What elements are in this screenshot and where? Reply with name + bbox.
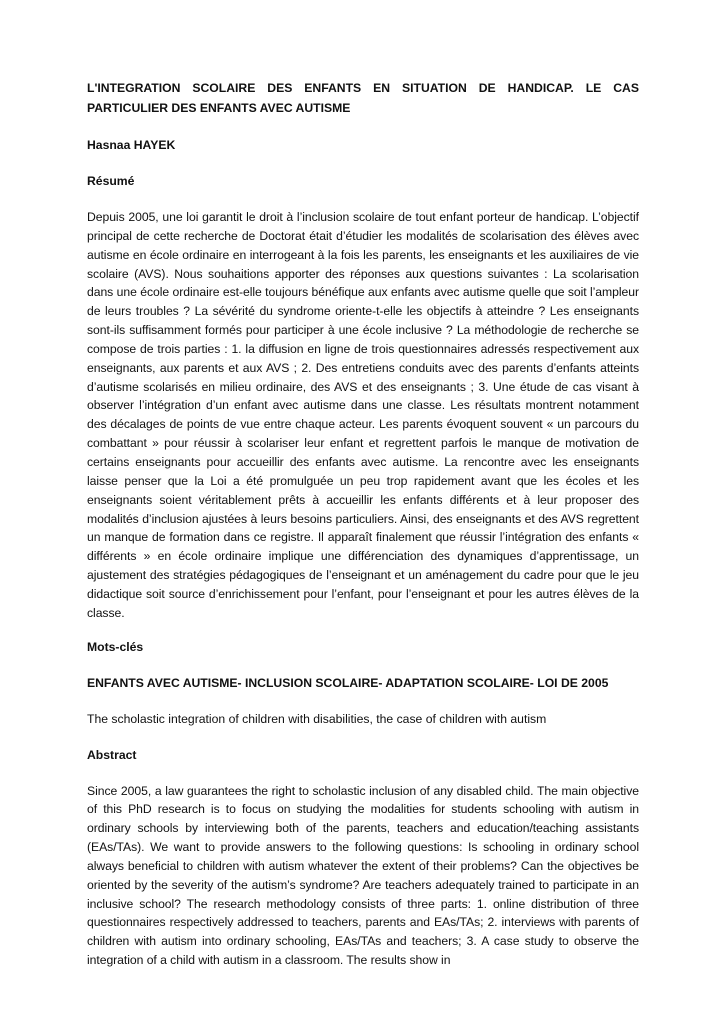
english-title: The scholastic integration of children with disabilities, the case of children with autism <box>87 711 547 726</box>
keywords-heading: Mots-clés <box>87 639 144 654</box>
author-name: Hasnaa HAYEK <box>87 138 176 152</box>
keywords-list: ENFANTS AVEC AUTISME- INCLUSION SCOLAIRE- ADAPTATION SCOLAIRE- LOI DE 2005 <box>87 675 609 690</box>
abstract-heading: Abstract <box>87 747 137 762</box>
resume-heading: Résumé <box>87 174 135 188</box>
resume-paragraph: Depuis 2005, une loi garantit le droit à l’inclusion scolaire de tout enfant porteur de handicap. L’objectif principal de cette recherche de Doctorat était d’étudier les modalités de scolarisation des élèves avec autisme en école ordinaire en interrogeant à la fois les parents, les enseignants et les auxiliaires de vie scolaire (AVS). Nous souhaitions apporter des réponses aux questions suivantes : La scolarisation dans une école ordinaire est-elle toujours bénéfique aux enfants avec autisme quelle que soit l’ampleur de leurs troubles ? La sévérité du syndrome oriente-t-elle les objectifs à atteindre ? Les enseignants sont-ils suffisamment formés pour participer à une école inclusive ? La méthodologie de recherche se compose de trois parties : 1. la diffusion en ligne de trois questionnaires adressés respectivement aux enseignants, aux parents et aux AVS ; 2. Des entretiens conduits avec des parents d’enfants atteints d’autisme scolarisés en milieu ordinaire, des AVS et des enseignants ; 3. Une étude de cas visant à observer l’intégration d’un enfant avec autisme dans une classe. Les résultats montrent notamment des décalages de points de vue entre chaque acteur. Les parents évoquent souvent « un parcours du combattant » pour réussir à scolariser leur enfant et regrettent parfois le manque de motivation de certains enseignants pour accueillir des enfants avec autisme. La rencontre avec les enseignants laisse penser que la Loi a été promulguée un peu trop rapidement avant que les écoles et les enseignants soient véritablement prêts à accueillir les enfants différents et à leur proposer des modalités d’inclusion ajustées à leurs besoins particuliers. Ainsi, des enseignants et des AVS regrettent un manque de formation dans ce registre. Il apparaît finalement que réussir l’intégration des enfants « différents » en école ordinaire implique une différenciation des dynamiques d’apprentissage, un ajustement des stratégies pédagogiques de l’enseignant et un aménagement du cadre pour que le jeu didactique soit source d’enrichissement pour l’enfant, pour l’enseignant et pour les autres élèves de la classe. <box>87 210 639 620</box>
document-page <box>87 78 639 985</box>
document-title: L'INTEGRATION SCOLAIRE DES ENFANTS EN SITUATION DE HANDICAP. LE CAS PARTICULIER DES ENFANTS AVEC AUTISME <box>87 81 639 115</box>
abstract-paragraph: Since 2005, a law guarantees the right to scholastic inclusion of any disabled child. The main objective of this PhD research is to focus on studying the modalities for students schooling with autism in ordinary schools by interviewing both of the parents, teachers and education/teaching assistants (EAs/TAs). We want to provide answers to the following questions: Is schooling in ordinary school always beneficial to children with autism whatever the extent of their problems? Can the objectives be oriented by the severity of the autism’s syndrome? Are teachers adequately trained to participate in an inclusive school? The research methodology consists of three parts: 1. online distribution of three questionnaires respectively addressed to teachers, parents and EAs/TAs; 2. interviews with parents of children with autism into ordinary schooling, EAs/TAs and teachers; 3. A case study to observe the integration of a child with autism in a classroom. The results show in <box>87 783 639 968</box>
